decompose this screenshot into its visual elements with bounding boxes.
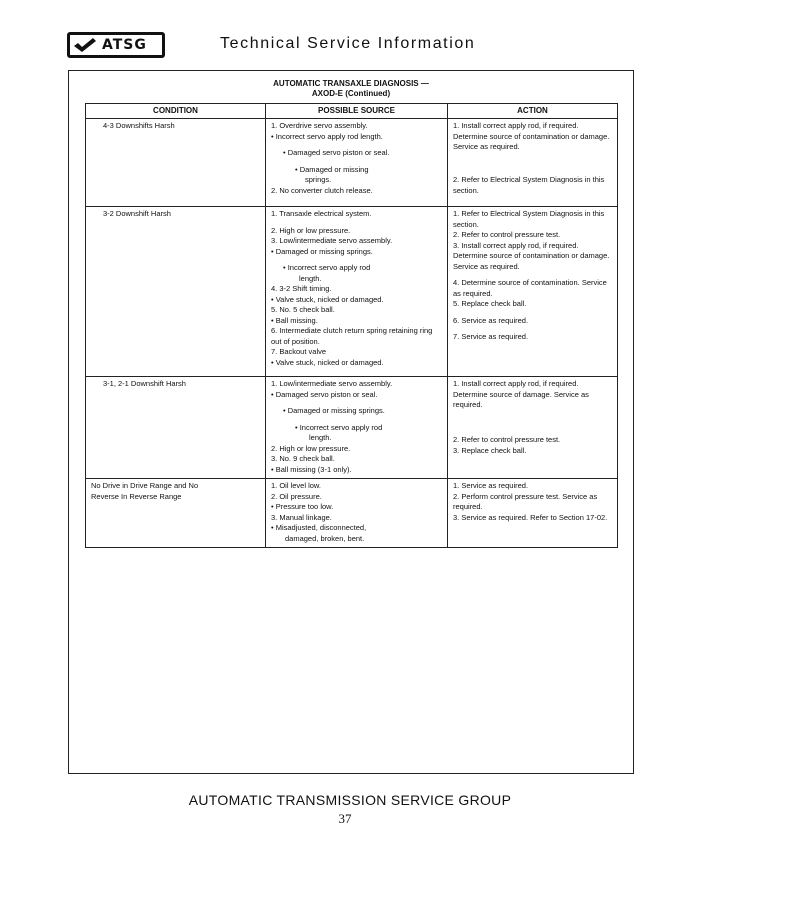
source-line: damaged, broken, bent. — [285, 533, 365, 543]
source-line: • Valve stuck, nicked or damaged. — [271, 294, 384, 304]
table-row — [86, 377, 618, 479]
action-cell — [448, 119, 618, 207]
action-line: 3. Install correct apply rod, if required. Determine source of contamination or damage. Service as required. — [453, 240, 610, 271]
source-line: 1. Overdrive servo assembly. — [271, 121, 368, 130]
column-header-action: ACTION — [448, 104, 618, 119]
section-title-line-2: AXOD-E (Continued) — [311, 89, 391, 98]
action-line: 4. Determine source of contamination. Service as required. — [453, 278, 607, 298]
atsg-logo — [67, 32, 165, 58]
condition-cell — [86, 377, 266, 479]
source-line: • Damaged or missing springs. — [283, 406, 385, 415]
source-line: • Incorrect servo apply rod — [283, 263, 371, 272]
footer-group-name: AUTOMATIC TRANSMISSION SERVICE GROUP — [188, 792, 512, 808]
source-cell — [266, 207, 448, 377]
source-line: 3. No. 9 check ball. — [271, 454, 335, 463]
action-line: 7. Service as required. — [453, 332, 529, 341]
action-line: 1. Service as required. — [453, 481, 529, 490]
table-header-row — [86, 104, 618, 119]
diagnosis-panel — [68, 70, 634, 774]
source-line: 2. High or low pressure. — [271, 225, 351, 235]
source-line: 2. No converter clutch release. — [271, 185, 373, 195]
source-line: 1. Transaxle electrical system. — [271, 209, 372, 218]
table-row — [86, 479, 618, 548]
source-line: 7. Backout valve — [271, 347, 327, 356]
table-row — [86, 119, 618, 207]
action-line: 6. Service as required. — [453, 315, 529, 325]
source-line: 1. Low/intermediate servo assembly. — [271, 379, 393, 388]
source-line: 2. High or low pressure. — [271, 443, 351, 453]
condition-text: Reverse In Reverse Range — [91, 491, 182, 501]
action-cell — [448, 377, 618, 479]
diagnosis-table — [85, 103, 618, 548]
section-title — [69, 79, 633, 99]
action-line: 3. Service as required. Refer to Section 17-02. — [453, 512, 608, 522]
page-header-title: Technical Service Information — [220, 35, 476, 52]
action-line: 5. Replace check ball. — [453, 299, 527, 308]
condition-cell — [86, 119, 266, 207]
source-line: 1. Oil level low. — [271, 481, 322, 490]
column-header-condition: CONDITION — [86, 104, 266, 119]
action-line: 1. Install correct apply rod, if required. Determine source of contamination or damage. Service as required. — [453, 121, 610, 151]
source-line: 3. Low/intermediate servo assembly. — [271, 236, 393, 245]
condition-cell — [86, 207, 266, 377]
checkmark-icon — [74, 38, 96, 52]
condition-text: 3-2 Downshift Harsh — [103, 209, 171, 218]
action-line: 1. Install correct apply rod, if required. Determine source of damage. Service as required. — [453, 379, 589, 409]
table-row — [86, 207, 618, 377]
source-line: length. — [309, 433, 332, 442]
action-line: 1. Refer to Electrical System Diagnosis in this section. — [453, 209, 605, 229]
page-number: 37 — [338, 811, 352, 826]
source-line: • Incorrect servo apply rod length. — [271, 131, 383, 141]
source-cell — [266, 479, 448, 548]
source-line: • Damaged servo piston or seal. — [283, 148, 390, 157]
section-title-line-1: AUTOMATIC TRANSAXLE DIAGNOSIS — — [273, 79, 429, 88]
action-line: 2. Refer to Electrical System Diagnosis in this section. — [453, 175, 605, 195]
source-line: • Valve stuck, nicked or damaged. — [271, 357, 384, 367]
source-line: • Damaged or missing — [295, 164, 369, 174]
source-line: • Ball missing (3-1 only). — [271, 464, 352, 474]
source-line: • Misadjusted, disconnected, — [271, 523, 367, 532]
action-line: 2. Perform control pressure test. Service as required. — [453, 491, 598, 511]
action-line: 2. Refer to control pressure test. — [453, 230, 561, 239]
condition-text: No Drive in Drive Range and No — [91, 481, 199, 490]
condition-cell — [86, 479, 266, 548]
source-line: 3. Manual linkage. — [271, 512, 332, 522]
source-cell — [266, 119, 448, 207]
source-line: length. — [299, 273, 322, 283]
source-line: springs. — [305, 175, 332, 184]
source-line: • Damaged or missing springs. — [271, 246, 373, 256]
action-cell — [448, 207, 618, 377]
source-line: • Incorrect servo apply rod — [295, 422, 383, 432]
action-line: 3. Replace check ball. — [453, 445, 527, 455]
condition-text: 4-3 Downshifts Harsh — [103, 121, 175, 130]
source-line: 6. Intermediate clutch return spring retaining ring out of position. — [271, 326, 433, 346]
condition-text: 3-1, 2-1 Downshift Harsh — [103, 379, 186, 388]
source-line: • Damaged servo piston or seal. — [271, 389, 378, 399]
source-line: • Ball missing. — [271, 315, 318, 325]
source-line: 4. 3-2 Shift timing. — [271, 284, 332, 293]
column-header-possible-source: POSSIBLE SOURCE — [266, 104, 448, 119]
source-line: 5. No. 5 check ball. — [271, 305, 335, 314]
action-cell — [448, 479, 618, 548]
source-line: 2. Oil pressure. — [271, 491, 322, 501]
source-line: • Pressure too low. — [271, 502, 334, 511]
action-line: 2. Refer to control pressure test. — [453, 435, 561, 444]
source-cell — [266, 377, 448, 479]
logo-text: ATSG — [102, 37, 147, 53]
